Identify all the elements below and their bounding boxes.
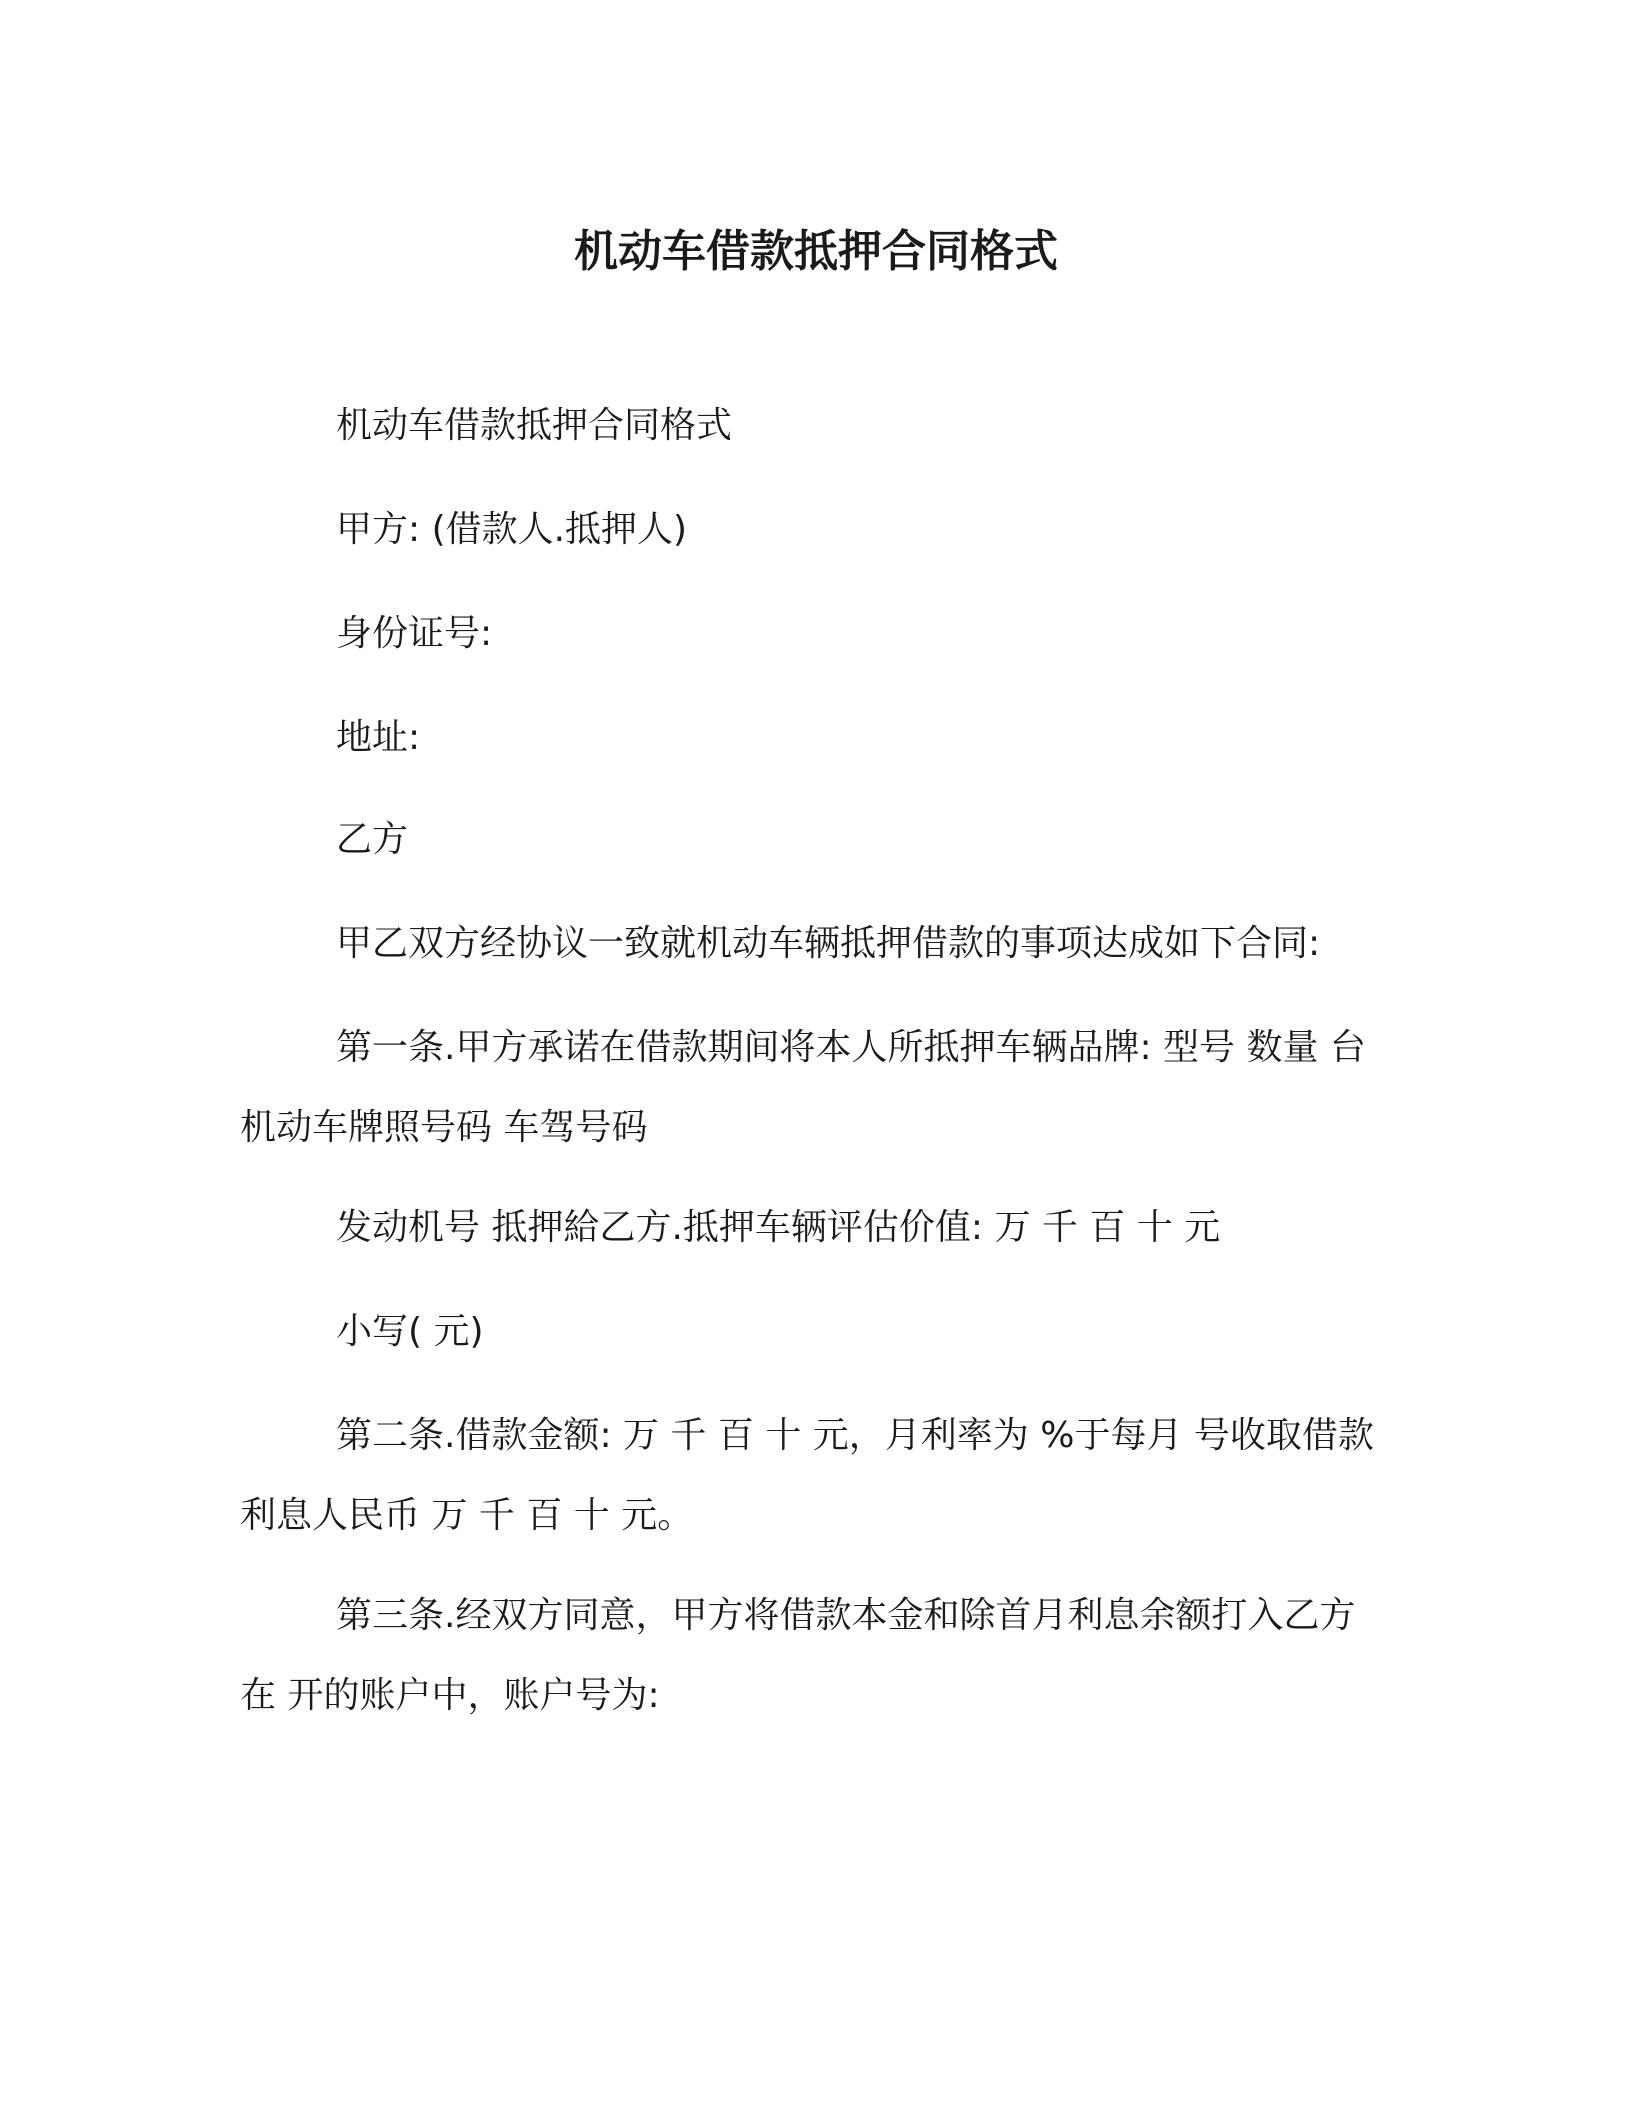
paragraph-text: 乙方 — [336, 819, 409, 860]
paragraph-text: 甲方: (借款人.抵押人) — [336, 509, 688, 550]
paragraph-article-3 — [240, 1576, 1380, 1736]
paragraph-address — [240, 698, 1380, 778]
paragraph-text: 小写( 元) — [336, 1311, 484, 1352]
paragraph-party-b — [240, 800, 1380, 880]
paragraph-text: 身份证号: — [336, 613, 493, 654]
paragraph-lowercase-amount — [240, 1292, 1380, 1372]
paragraph-heading — [240, 386, 1380, 466]
paragraph-text: 发动机号 抵押給乙方.抵押车辆评估价值: 万 千 百 十 元 — [336, 1207, 1221, 1248]
paragraph-text: 甲乙双方经协议一致就机动车辆抵押借款的事项达成如下合同: — [336, 923, 1321, 964]
paragraph-id-number — [240, 594, 1380, 674]
paragraph-text: 第一条.甲方承诺在借款期间将本人所抵押车辆品牌: 型号 数量 台机动车牌照号码 车驾号码 — [240, 1027, 1366, 1148]
paragraph-text: 第三条.经双方同意，甲方将借款本金和除首月利息余额打入乙方在 开的账户中，账户号为: — [240, 1595, 1356, 1716]
paragraph-text: 地址: — [336, 717, 421, 758]
paragraph-engine-number — [240, 1188, 1380, 1268]
paragraph-text: 第二条.借款金额: 万 千 百 十 元，月利率为 %于每月 号收取借款利息人民币 万 千 百 十 元。 — [240, 1415, 1374, 1536]
paragraph-text: 机动车借款抵押合同格式 — [336, 405, 733, 446]
paragraph-agreement-intro — [240, 904, 1380, 984]
paragraph-article-1 — [240, 1008, 1380, 1168]
document-title: 机动车借款抵押合同格式 — [574, 226, 1058, 277]
paragraph-article-2 — [240, 1396, 1380, 1556]
paragraph-party-a — [240, 490, 1380, 570]
